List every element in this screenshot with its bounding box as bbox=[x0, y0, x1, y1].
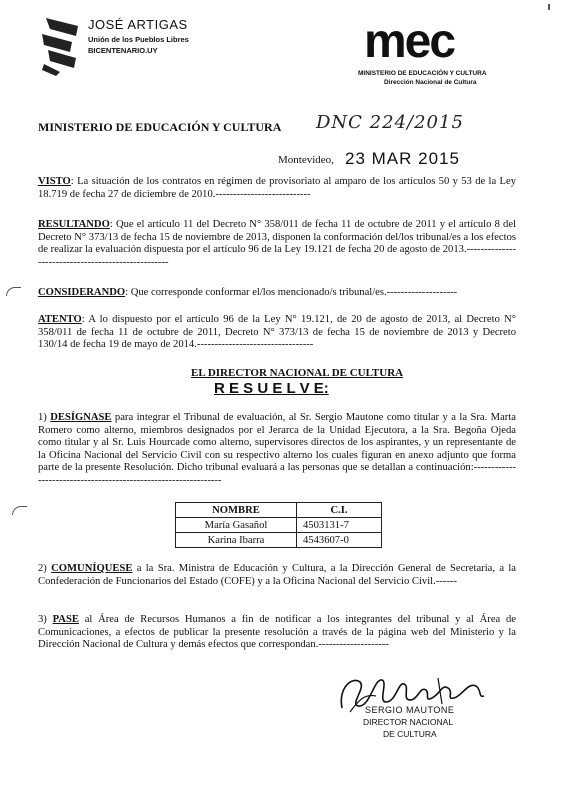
considerando-text: : Que corresponde conformar el/los mencionado/s tribunal/es.-------------------- bbox=[125, 287, 458, 298]
table-cell-ci: 4503131-7 bbox=[297, 518, 382, 533]
margin-mark bbox=[12, 506, 27, 515]
resultando-label: RESULTANDO bbox=[38, 219, 110, 230]
table-row bbox=[176, 518, 382, 533]
resultando-text: : Que el artículo 11 del Decreto N° 358/011 de fecha 11 de octubre de 2011 y el artículo 8 del Decreto N° 373/13 de fecha 15 de noviembre de 2013, disponen la conformación del/los tribunal/es a los efectos de realizar la evaluación dispuesta por el artículo 96 de la Ley 19.121 de fecha 20 de agosto de 2013.--------------------------------------------------- bbox=[38, 219, 516, 268]
atento-text: : A lo dispuesto por el artículo 96 de la Ley N° 19.121, de 20 de agosto de 2013, al Decreto N° 358/011 de fecha 11 de octubre de 2011, Decreto N° 373/13 de fecha 15 de noviembre de 2013 y Decreto 130/14 de fecha 19 de mayo de 2014.--------------------------------- bbox=[38, 314, 516, 351]
item3-number: 3) bbox=[38, 614, 47, 625]
item3-text: al Área de Recursos Humanos a fin de notificar a los integrantes del tribunal y al Área de Comunicaciones, a efectos de publicar la presente resolución a través de la página web del Ministerio y la Dirección Nacional de Cultura y demás efectos que correspondan.-------------------- bbox=[38, 614, 517, 651]
mec-line3: Dirección Nacional de Cultura bbox=[384, 79, 477, 86]
artigas-name: JOSÉ ARTIGAS bbox=[88, 17, 188, 32]
date-stamp: 23 MAR 2015 bbox=[345, 149, 460, 168]
resuelve-heading: R E S U E L V E: bbox=[214, 380, 329, 397]
item3-label: PASE bbox=[52, 614, 79, 625]
handwritten-reference: DNC 224/2015 bbox=[316, 112, 464, 133]
table-header-row bbox=[176, 503, 382, 518]
item2-text: a la Sra. Ministra de Educación y Cultura, a la Dirección General de Secretaria, a la Confederación de Funcionarios del Estado (COFE) y a la Oficina Nacional del Servicio Civil.------ bbox=[38, 563, 516, 587]
item3-paragraph bbox=[38, 614, 516, 652]
mec-logo: mec bbox=[364, 15, 455, 68]
candidates-table bbox=[175, 502, 382, 548]
considerando-paragraph bbox=[38, 287, 516, 300]
signature-title: DIRECTOR NACIONAL bbox=[363, 717, 454, 727]
item1-label: DESÍGNASE bbox=[50, 412, 112, 423]
artigas-line2: Unión de los Pueblos Libres bbox=[88, 35, 189, 44]
item1-text: para integrar el Tribunal de evaluación, al Sr. Sergio Mautone como titular y a la Sra. Marta Romero como alterno, miembros designados por el Jerarca de la Unidad Ejecutora, a la Sra. Begoña Ojeda como titular y al Sr. Luis Hourcade como alterno, supervisores directos de los aspirantes, y un representante de la Oficina Nacional del Servicio Civil con su respectivo alterno los cuales figuran en anexo adjunto que forma parte de la presente Resolución. Dicho tribunal evaluará a las personas que se detallan a continuación:---------------------------------------------------------------- bbox=[38, 412, 516, 486]
signature-name: SERGIO MAUTONE bbox=[365, 705, 455, 715]
considerando-label: CONSIDERANDO bbox=[38, 287, 126, 298]
visto-paragraph bbox=[38, 176, 516, 201]
artigas-line3: BICENTENARIO.UY bbox=[88, 46, 158, 55]
visto-text: : La situación de los contratos en régimen de provisoriato al amparo de los artículos 50 y 53 de la Ley 18.719 de fecha 27 de diciembre de 2010.--------------------------- bbox=[38, 176, 516, 200]
atento-label: ATENTO bbox=[38, 314, 82, 325]
item2-label: COMUNÍQUESE bbox=[51, 563, 133, 574]
visto-label: VISTO bbox=[38, 176, 71, 187]
table-cell-name: Karina Ibarra bbox=[176, 533, 297, 548]
date-place: Montevideo, bbox=[278, 154, 334, 166]
table-cell-ci: 4543607-0 bbox=[297, 533, 382, 548]
table-header-nombre: NOMBRE bbox=[176, 503, 297, 518]
mec-line2: MINISTERIO DE EDUCACIÓN Y CULTURA bbox=[358, 70, 487, 77]
item1-paragraph bbox=[38, 412, 516, 488]
item2-paragraph bbox=[38, 563, 516, 588]
ministry-title: MINISTERIO DE EDUCACIÓN Y CULTURA bbox=[38, 120, 282, 134]
atento-paragraph bbox=[38, 314, 516, 352]
table-cell-name: María Gasañol bbox=[176, 518, 297, 533]
scan-mark bbox=[548, 4, 550, 10]
item1-number: 1) bbox=[38, 412, 47, 423]
margin-mark bbox=[6, 287, 21, 296]
signature-subtitle: DE CULTURA bbox=[383, 729, 437, 739]
resultando-paragraph bbox=[38, 219, 516, 269]
table-row bbox=[176, 533, 382, 548]
artigas-logo-icon bbox=[38, 16, 80, 76]
director-heading: EL DIRECTOR NACIONAL DE CULTURA bbox=[191, 367, 404, 379]
table-header-ci: C.I. bbox=[297, 503, 382, 518]
item2-number: 2) bbox=[38, 563, 47, 574]
